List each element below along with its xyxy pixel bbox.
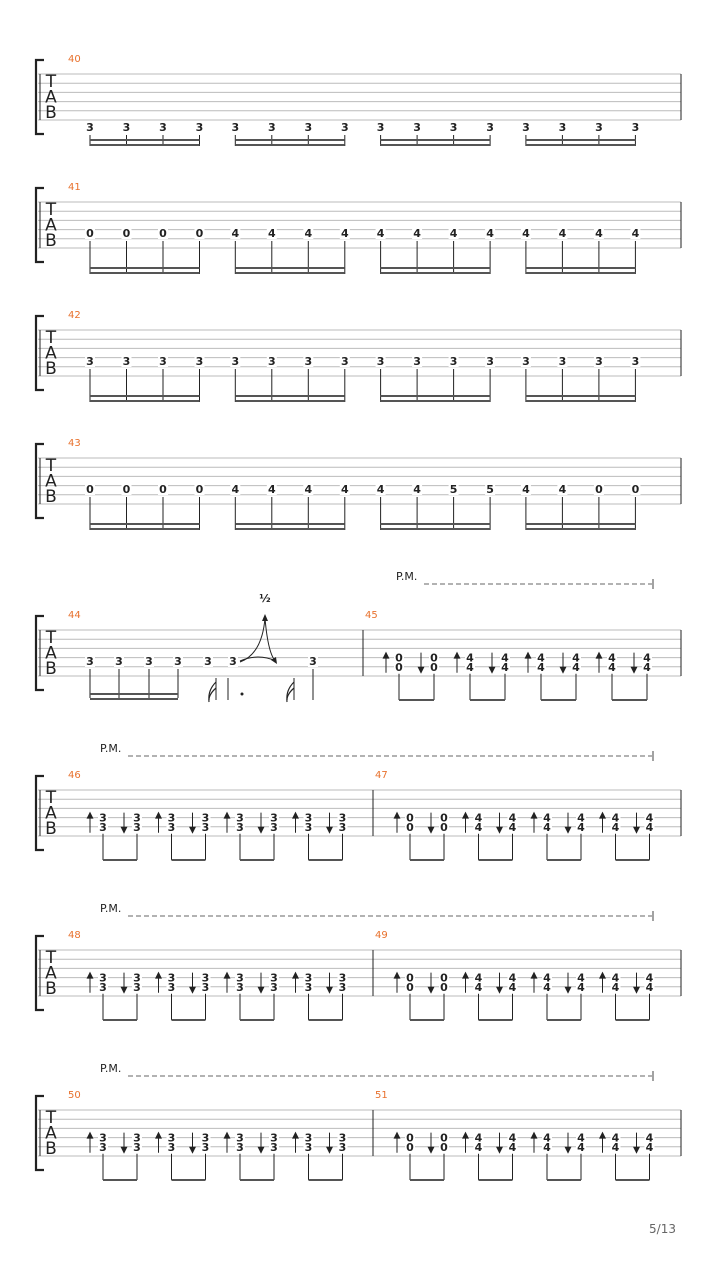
tab-clef-letter: A	[45, 471, 57, 492]
strum-down-arrow-icon	[565, 827, 572, 834]
fret-number: 3	[145, 655, 153, 668]
fret-number: 4	[522, 227, 530, 240]
fret-number: 3	[133, 971, 141, 985]
strum-up-arrow-icon	[525, 652, 532, 659]
fret-number: 4	[611, 971, 620, 985]
fret-number: 3	[195, 121, 204, 134]
fret-number: 3	[449, 121, 458, 134]
strum-down-arrow-icon	[326, 987, 333, 994]
tab-clef-letter: B	[45, 359, 57, 379]
fret-number: 4	[611, 980, 620, 994]
fret-number: 3	[167, 1131, 176, 1145]
fret-number: 4	[577, 811, 585, 825]
tab-system	[36, 54, 681, 146]
fret-number: 4	[643, 660, 651, 674]
strum-down-arrow-icon	[121, 1147, 128, 1154]
strum-up-arrow-icon	[155, 812, 162, 819]
fret-number: 3	[99, 1131, 107, 1145]
fret-number: 3	[522, 355, 530, 368]
palm-mute-label: P.M.	[100, 742, 122, 755]
fret-number: 0	[406, 971, 414, 985]
fret-number: 4	[474, 820, 483, 834]
fret-number: 0	[195, 483, 204, 496]
fret-number: 4	[543, 811, 551, 825]
fret-number: 3	[159, 121, 167, 134]
fret-number: 3	[122, 355, 131, 368]
fret-number: 3	[236, 820, 244, 834]
fret-number: 4	[558, 227, 567, 240]
fret-number: 4	[645, 820, 654, 834]
fret-number: 4	[543, 1131, 551, 1145]
fret-number: 3	[133, 980, 141, 994]
strum-up-arrow-icon	[224, 972, 231, 979]
fret-number: 3	[201, 1140, 210, 1154]
fret-number: 3	[174, 655, 182, 668]
strum-down-arrow-icon	[496, 827, 503, 834]
strum-down-arrow-icon	[326, 1147, 333, 1154]
tab-clef-letter: A	[45, 803, 57, 824]
strum-down-arrow-icon	[258, 827, 265, 834]
fret-number: 3	[122, 121, 131, 134]
tab-clef-letter: B	[45, 231, 57, 251]
fret-number: 3	[167, 980, 176, 994]
fret-number: 3	[167, 820, 176, 834]
strum-up-arrow-icon	[155, 972, 162, 979]
fret-number: 4	[231, 227, 240, 240]
fret-number: 3	[340, 121, 349, 134]
fret-number: 0	[159, 483, 167, 496]
tab-clef-letter: A	[45, 215, 57, 236]
fret-number: 3	[115, 655, 123, 668]
fret-number: 3	[270, 980, 278, 994]
fret-number: 0	[395, 651, 403, 665]
fret-number: 4	[643, 651, 651, 665]
fret-number: 3	[304, 980, 313, 994]
fret-number: 4	[340, 227, 349, 240]
fret-number: 4	[501, 660, 509, 674]
fret-number: 3	[201, 1131, 210, 1145]
fret-number: 3	[376, 121, 385, 134]
fret-number: 4	[577, 980, 585, 994]
fret-number: 0	[122, 483, 131, 496]
fret-number: 4	[413, 227, 421, 240]
fret-number: 4	[508, 1131, 517, 1145]
fret-number: 3	[86, 355, 94, 368]
fret-number: 4	[449, 227, 458, 240]
fret-number: 4	[611, 820, 620, 834]
fret-number: 0	[440, 980, 448, 994]
fret-number: 3	[631, 121, 640, 134]
fret-number: 3	[159, 355, 167, 368]
strum-down-arrow-icon	[565, 1147, 572, 1154]
strum-up-arrow-icon	[462, 812, 469, 819]
fret-number: 3	[558, 355, 567, 368]
fret-number: 3	[270, 1131, 278, 1145]
tab-clef-letter: T	[45, 788, 57, 808]
fret-number: 3	[304, 1131, 313, 1145]
measure-number: 44	[68, 610, 81, 621]
fret-number: 4	[474, 1131, 483, 1145]
fret-number: 0	[406, 820, 414, 834]
tab-clef-letter: B	[45, 487, 57, 507]
fret-number: 3	[595, 355, 603, 368]
fret-number: 3	[304, 355, 313, 368]
fret-number: 0	[395, 660, 403, 674]
fret-number: 0	[406, 980, 414, 994]
fret-number: 3	[309, 655, 317, 668]
fret-number: 0	[595, 483, 603, 496]
tab-clef-letter: T	[45, 456, 57, 476]
tab-clef-letter: A	[45, 343, 57, 364]
fret-number: 4	[486, 227, 494, 240]
fret-number: 4	[611, 811, 620, 825]
fret-number: 3	[133, 811, 141, 825]
measure-number: 50	[68, 1090, 81, 1101]
strum-down-arrow-icon	[258, 1147, 265, 1154]
strum-up-arrow-icon	[224, 812, 231, 819]
fret-number: 3	[86, 121, 94, 134]
fret-number: 3	[338, 820, 347, 834]
fret-number: 3	[236, 1140, 244, 1154]
strum-down-arrow-icon	[489, 667, 496, 674]
fret-number: 3	[204, 655, 212, 668]
fret-number: 3	[304, 971, 313, 985]
fret-number: 4	[376, 483, 385, 496]
tab-clef-letter: B	[45, 659, 57, 679]
measure-number: 49	[375, 930, 388, 941]
fret-number: 3	[99, 980, 107, 994]
fret-number: 4	[413, 483, 421, 496]
tab-system	[36, 182, 681, 274]
measure-number: 46	[68, 770, 81, 781]
fret-number: 3	[338, 811, 347, 825]
fret-number: 4	[474, 980, 483, 994]
fret-number: 3	[338, 971, 347, 985]
fret-number: 0	[440, 971, 448, 985]
fret-number: 4	[611, 1131, 620, 1145]
fret-number: 4	[645, 971, 654, 985]
fret-number: 4	[474, 1140, 483, 1154]
fret-number: 4	[466, 660, 474, 674]
fret-number: 4	[231, 483, 240, 496]
fret-number: 4	[501, 651, 509, 665]
fret-number: 4	[474, 811, 483, 825]
fret-number: 0	[631, 483, 640, 496]
fret-number: 4	[522, 483, 530, 496]
release-curve	[265, 618, 276, 662]
fret-number: 0	[86, 483, 94, 496]
fret-number: 3	[133, 820, 141, 834]
strum-up-arrow-icon	[599, 1132, 606, 1139]
fret-number: 3	[522, 121, 530, 134]
strum-up-arrow-icon	[531, 812, 538, 819]
fret-number: 3	[236, 980, 244, 994]
fret-number: 4	[572, 651, 580, 665]
strum-up-arrow-icon	[383, 652, 390, 659]
fret-number: 3	[595, 121, 603, 134]
fret-number: 4	[543, 1140, 551, 1154]
fret-number: 4	[645, 1140, 654, 1154]
fret-number: 4	[508, 971, 517, 985]
strum-down-arrow-icon	[121, 827, 128, 834]
fret-number: 3	[449, 355, 458, 368]
fret-number: 4	[631, 227, 640, 240]
tab-clef-letter: T	[45, 948, 57, 968]
strum-up-arrow-icon	[531, 972, 538, 979]
strum-up-arrow-icon	[394, 1132, 401, 1139]
measure-number: 47	[375, 770, 388, 781]
fret-number: 3	[167, 811, 176, 825]
tab-clef-letter: A	[45, 1123, 57, 1144]
strum-down-arrow-icon	[189, 827, 196, 834]
fret-number: 4	[577, 1131, 585, 1145]
tab-clef-letter: B	[45, 103, 57, 123]
fret-number: 4	[608, 651, 616, 665]
strum-down-arrow-icon	[496, 1147, 503, 1154]
tab-clef-letter: B	[45, 979, 57, 999]
tab-clef-letter: T	[45, 328, 57, 348]
strum-down-arrow-icon	[560, 667, 567, 674]
fret-number: 3	[486, 121, 494, 134]
fret-number: 4	[537, 651, 545, 665]
bend-curve	[240, 618, 265, 662]
fret-number: 3	[167, 971, 176, 985]
fret-number: 4	[376, 227, 385, 240]
strum-up-arrow-icon	[292, 812, 299, 819]
fret-number: 3	[231, 355, 240, 368]
fret-number: 4	[466, 651, 474, 665]
strum-up-arrow-icon	[462, 972, 469, 979]
fret-number: 3	[376, 355, 385, 368]
fret-number: 4	[267, 227, 276, 240]
fret-number: 3	[195, 355, 204, 368]
tab-clef-letter: A	[45, 87, 57, 108]
tab-clef-letter: A	[45, 643, 57, 664]
fret-number: 4	[645, 980, 654, 994]
fret-number: 3	[86, 655, 94, 668]
measure-number: 42	[68, 310, 81, 321]
palm-mute-label: P.M.	[396, 570, 418, 583]
strum-down-arrow-icon	[258, 987, 265, 994]
palm-mute-label: P.M.	[100, 902, 122, 915]
fret-number: 3	[99, 971, 107, 985]
strum-down-arrow-icon	[633, 987, 640, 994]
strum-down-arrow-icon	[631, 667, 638, 674]
fret-number: 3	[304, 121, 313, 134]
strum-down-arrow-icon	[428, 1147, 435, 1154]
fret-number: 3	[270, 971, 278, 985]
fret-number: 0	[430, 660, 438, 674]
fret-number: 3	[201, 980, 210, 994]
fret-number: 4	[474, 971, 483, 985]
tab-system	[36, 902, 681, 1020]
fret-number: 4	[595, 227, 603, 240]
fret-number: 0	[406, 1131, 414, 1145]
fret-number: 4	[543, 971, 551, 985]
measure-number: 48	[68, 930, 81, 941]
fret-number: 4	[558, 483, 567, 496]
fret-number: 3	[201, 971, 210, 985]
fret-number: 3	[229, 655, 237, 668]
fret-number: 0	[440, 811, 448, 825]
tab-clef-letter: T	[45, 72, 57, 92]
strum-up-arrow-icon	[87, 812, 94, 819]
fret-number: 3	[413, 355, 421, 368]
fret-number: 3	[99, 820, 107, 834]
fret-number: 3	[267, 121, 276, 134]
strum-down-arrow-icon	[428, 827, 435, 834]
strum-up-arrow-icon	[224, 1132, 231, 1139]
fret-number: 4	[577, 1140, 585, 1154]
fret-number: 0	[159, 227, 167, 240]
fret-number: 4	[572, 660, 580, 674]
fret-number: 4	[645, 811, 654, 825]
fret-number: 4	[304, 227, 313, 240]
fret-number: 4	[508, 811, 517, 825]
fret-number: 3	[270, 820, 278, 834]
strum-up-arrow-icon	[462, 1132, 469, 1139]
bend-amount-label: ½	[259, 592, 271, 605]
fret-number: 3	[340, 355, 349, 368]
strum-up-arrow-icon	[87, 972, 94, 979]
fret-number: 4	[304, 483, 313, 496]
fret-number: 3	[304, 811, 313, 825]
tab-system	[36, 742, 681, 860]
strum-up-arrow-icon	[531, 1132, 538, 1139]
strum-up-arrow-icon	[292, 972, 299, 979]
strum-up-arrow-icon	[394, 972, 401, 979]
fret-number: 3	[99, 1140, 107, 1154]
tab-clef-letter: B	[45, 1139, 57, 1159]
page-number: 5/13	[649, 1222, 676, 1236]
fret-number: 0	[122, 227, 131, 240]
strum-up-arrow-icon	[454, 652, 461, 659]
fret-number: 3	[338, 1140, 347, 1154]
fret-number: 4	[543, 820, 551, 834]
tab-clef-letter: T	[45, 200, 57, 220]
fret-number: 3	[270, 1140, 278, 1154]
strum-up-arrow-icon	[155, 1132, 162, 1139]
fret-number: 3	[413, 121, 421, 134]
fret-number: 4	[537, 660, 545, 674]
fret-number: 0	[406, 811, 414, 825]
fret-number: 0	[406, 1140, 414, 1154]
fret-number: 3	[338, 1131, 347, 1145]
fret-number: 4	[611, 1140, 620, 1154]
strum-down-arrow-icon	[189, 1147, 196, 1154]
strum-down-arrow-icon	[633, 827, 640, 834]
fret-number: 3	[558, 121, 567, 134]
strum-up-arrow-icon	[599, 972, 606, 979]
fret-number: 4	[645, 1131, 654, 1145]
measure-number: 40	[68, 54, 81, 65]
measure-number: 43	[68, 438, 81, 449]
fret-number: 0	[430, 651, 438, 665]
fret-number: 0	[86, 227, 94, 240]
fret-number: 0	[440, 1140, 448, 1154]
strum-down-arrow-icon	[189, 987, 196, 994]
fret-number: 3	[304, 820, 313, 834]
fret-number: 4	[543, 980, 551, 994]
fret-number: 3	[133, 1140, 141, 1154]
fret-number: 3	[236, 1131, 244, 1145]
strum-up-arrow-icon	[292, 1132, 299, 1139]
tab-system	[36, 310, 681, 402]
fret-number: 4	[508, 820, 517, 834]
strum-down-arrow-icon	[121, 987, 128, 994]
fret-number: 4	[340, 483, 349, 496]
fret-number: 4	[577, 971, 585, 985]
strum-down-arrow-icon	[496, 987, 503, 994]
fret-number: 3	[133, 1131, 141, 1145]
fret-number: 4	[508, 980, 517, 994]
tab-clef-letter: A	[45, 963, 57, 984]
measure-number: 51	[375, 1090, 388, 1101]
fret-number: 0	[440, 820, 448, 834]
fret-number: 4	[508, 1140, 517, 1154]
measure-number: 41	[68, 182, 81, 193]
fret-number: 4	[577, 820, 585, 834]
palm-mute-label: P.M.	[100, 1062, 122, 1075]
fret-number: 3	[304, 1140, 313, 1154]
strum-down-arrow-icon	[326, 827, 333, 834]
fret-number: 5	[449, 483, 458, 496]
fret-number: 3	[231, 121, 240, 134]
tab-clef-letter: T	[45, 1108, 57, 1128]
fret-number: 3	[486, 355, 494, 368]
fret-number: 3	[270, 811, 278, 825]
tab-system	[36, 1062, 681, 1180]
tab-clef-letter: B	[45, 819, 57, 839]
fret-number: 0	[195, 227, 204, 240]
fret-number: 3	[201, 811, 210, 825]
fret-number: 3	[167, 1140, 176, 1154]
tab-system	[36, 570, 681, 702]
tab-system	[36, 438, 681, 530]
fret-number: 4	[608, 660, 616, 674]
strum-up-arrow-icon	[394, 812, 401, 819]
strum-down-arrow-icon	[428, 987, 435, 994]
fret-number: 4	[267, 483, 276, 496]
fret-number: 3	[267, 355, 276, 368]
strum-down-arrow-icon	[565, 987, 572, 994]
strum-up-arrow-icon	[596, 652, 603, 659]
dot-icon	[241, 693, 244, 696]
fret-number: 0	[440, 1131, 448, 1145]
fret-number: 3	[631, 355, 640, 368]
fret-number: 3	[236, 971, 244, 985]
fret-number: 5	[486, 483, 494, 496]
fret-number: 3	[99, 811, 107, 825]
fret-number: 3	[338, 980, 347, 994]
strum-down-arrow-icon	[633, 1147, 640, 1154]
strum-up-arrow-icon	[87, 1132, 94, 1139]
tab-clef-letter: T	[45, 628, 57, 648]
strum-down-arrow-icon	[418, 667, 425, 674]
strum-up-arrow-icon	[599, 812, 606, 819]
measure-number: 45	[365, 610, 378, 621]
fret-number: 3	[236, 811, 244, 825]
fret-number: 3	[201, 820, 210, 834]
